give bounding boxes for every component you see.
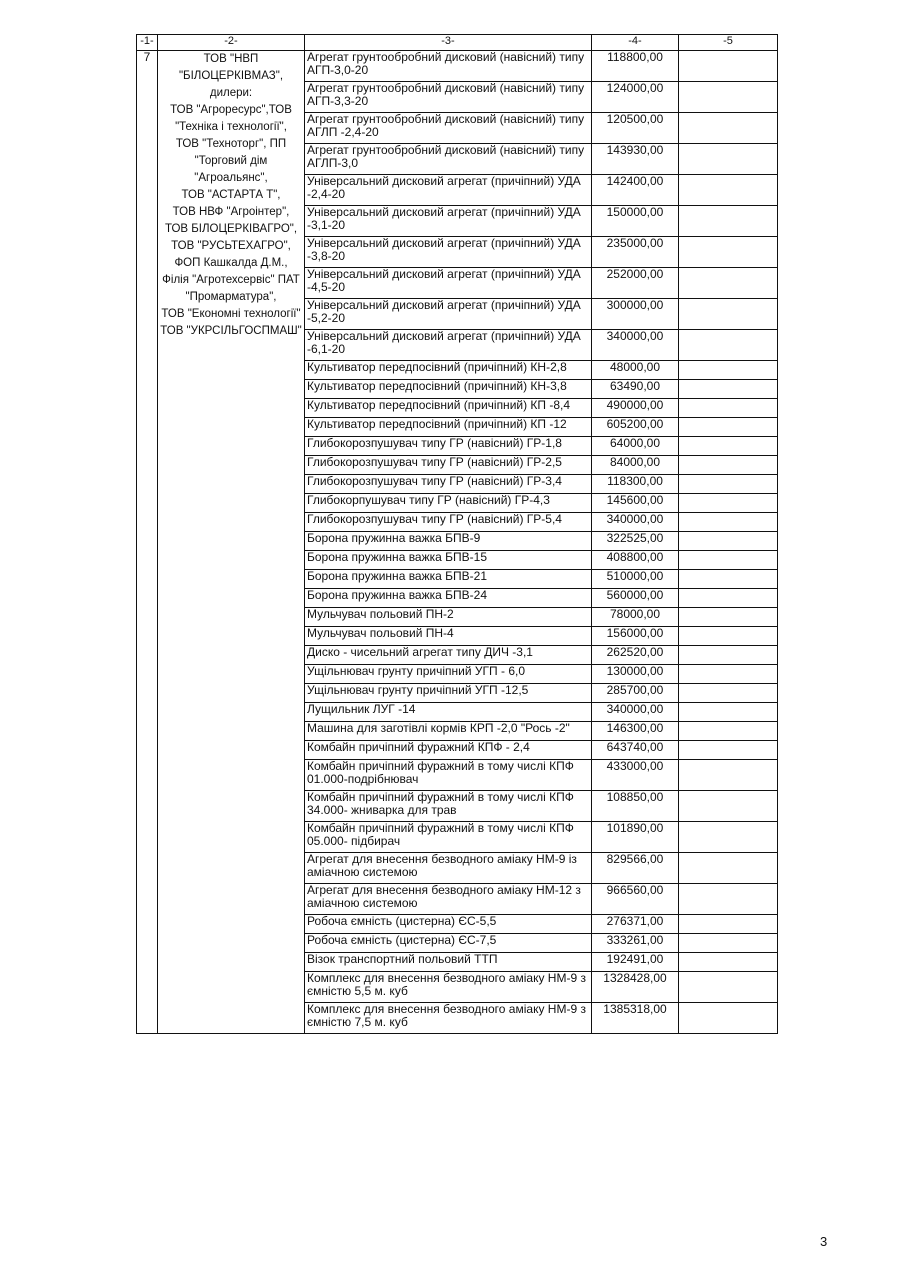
empty-cell — [679, 722, 778, 741]
item-price-cell: 285700,00 — [592, 684, 679, 703]
item-name-cell: Універсальний дисковий агрегат (причіпний) УДА -4,5-20 — [305, 268, 592, 299]
item-name-cell: Лущильник ЛУГ -14 — [305, 703, 592, 722]
empty-cell — [679, 330, 778, 361]
empty-cell — [679, 237, 778, 268]
empty-cell — [679, 934, 778, 953]
item-name-cell: Агрегат грунтообробний дисковий (навісний) типу АГЛП -2,4-20 — [305, 113, 592, 144]
item-price-cell: 48000,00 — [592, 361, 679, 380]
empty-cell — [679, 646, 778, 665]
item-name-cell: Комбайн причіпний фуражний в тому числі КПФ 05.000- підбирач — [305, 822, 592, 853]
item-price-cell: 966560,00 — [592, 884, 679, 915]
empty-cell — [679, 884, 778, 915]
item-name-cell: Диско - чисельний агрегат типу ДИЧ -3,1 — [305, 646, 592, 665]
item-name-cell: Комплекс для внесення безводного аміаку НМ-9 з ємністю 7,5 м. куб — [305, 1003, 592, 1034]
item-price-cell: 120500,00 — [592, 113, 679, 144]
item-name-cell: Агрегат для внесення безводного аміаку НМ-9 із аміачною системою — [305, 853, 592, 884]
page-number: 3 — [820, 1234, 828, 1249]
empty-cell — [679, 175, 778, 206]
item-name-cell: Комбайн причіпний фуражний в тому числі КПФ 34.000- жниварка для трав — [305, 791, 592, 822]
item-name-cell: Ущільнювач грунту причіпний УГП - 6,0 — [305, 665, 592, 684]
header-col-2: -2- — [158, 35, 305, 51]
item-name-cell: Мульчувач польовий ПН-4 — [305, 627, 592, 646]
empty-cell — [679, 437, 778, 456]
item-price-cell: 1328428,00 — [592, 972, 679, 1003]
empty-cell — [679, 456, 778, 475]
empty-cell — [679, 760, 778, 791]
empty-cell — [679, 51, 778, 82]
empty-cell — [679, 268, 778, 299]
item-price-cell: 300000,00 — [592, 299, 679, 330]
item-name-cell: Мульчувач польовий ПН-2 — [305, 608, 592, 627]
item-price-cell: 322525,00 — [592, 532, 679, 551]
item-price-cell: 340000,00 — [592, 330, 679, 361]
empty-cell — [679, 684, 778, 703]
empty-cell — [679, 853, 778, 884]
item-name-cell: Ущільнювач грунту причіпний УГП -12,5 — [305, 684, 592, 703]
item-price-cell: 560000,00 — [592, 589, 679, 608]
item-name-cell: Робоча ємність (цистерна) ЄС-7,5 — [305, 934, 592, 953]
empty-cell — [679, 741, 778, 760]
item-name-cell: Культиватор передпосівний (причіпний) КН-3,8 — [305, 380, 592, 399]
header-col-4: -4- — [592, 35, 679, 51]
empty-cell — [679, 532, 778, 551]
item-price-cell: 124000,00 — [592, 82, 679, 113]
item-price-cell: 408800,00 — [592, 551, 679, 570]
item-name-cell: Універсальний дисковий агрегат (причіпний) УДА -3,1-20 — [305, 206, 592, 237]
item-name-cell: Комплекс для внесення безводного аміаку НМ-9 з ємністю 5,5 м. куб — [305, 972, 592, 1003]
item-name-cell: Універсальний дисковий агрегат (причіпний) УДА -3,8-20 — [305, 237, 592, 268]
item-price-cell: 235000,00 — [592, 237, 679, 268]
empty-cell — [679, 627, 778, 646]
empty-cell — [679, 206, 778, 237]
item-name-cell: Глибокорозпушувач типу ГР (навісний) ГР-1,8 — [305, 437, 592, 456]
item-name-cell: Машина для заготівлі кормів КРП -2,0 "Рось -2" — [305, 722, 592, 741]
empty-cell — [679, 589, 778, 608]
item-name-cell: Агрегат грунтообробний дисковий (навісний) типу АГП-3,0-20 — [305, 51, 592, 82]
empty-cell — [679, 513, 778, 532]
item-price-cell: 130000,00 — [592, 665, 679, 684]
item-price-cell: 433000,00 — [592, 760, 679, 791]
item-name-cell: Глибокорозпушувач типу ГР (навісний) ГР-5,4 — [305, 513, 592, 532]
item-name-cell: Культиватор передпосівний (причіпний) КН-2,8 — [305, 361, 592, 380]
item-price-cell: 84000,00 — [592, 456, 679, 475]
item-price-cell: 252000,00 — [592, 268, 679, 299]
empty-cell — [679, 972, 778, 1003]
item-name-cell: Універсальний дисковий агрегат (причіпний) УДА -5,2-20 — [305, 299, 592, 330]
empty-cell — [679, 113, 778, 144]
item-price-cell: 78000,00 — [592, 608, 679, 627]
item-price-cell: 145600,00 — [592, 494, 679, 513]
empty-cell — [679, 82, 778, 113]
header-col-3: -3- — [305, 35, 592, 51]
empty-cell — [679, 608, 778, 627]
item-price-cell: 510000,00 — [592, 570, 679, 589]
item-name-cell: Культиватор передпосівний (причіпний) КП -8,4 — [305, 399, 592, 418]
item-name-cell: Борона пружинна важка БПВ-15 — [305, 551, 592, 570]
empty-cell — [679, 822, 778, 853]
empty-cell — [679, 551, 778, 570]
item-name-cell: Універсальний дисковий агрегат (причіпний) УДА -6,1-20 — [305, 330, 592, 361]
item-price-cell: 156000,00 — [592, 627, 679, 646]
empty-cell — [679, 665, 778, 684]
item-name-cell: Агрегат для внесення безводного аміаку НМ-12 з аміачною системою — [305, 884, 592, 915]
item-price-cell: 643740,00 — [592, 741, 679, 760]
item-price-cell: 829566,00 — [592, 853, 679, 884]
header-row — [137, 35, 778, 51]
item-name-cell: Борона пружинна важка БПВ-24 — [305, 589, 592, 608]
item-price-cell: 146300,00 — [592, 722, 679, 741]
empty-cell — [679, 399, 778, 418]
empty-cell — [679, 791, 778, 822]
item-price-cell: 1385318,00 — [592, 1003, 679, 1034]
empty-cell — [679, 1003, 778, 1034]
item-name-cell: Комбайн причіпний фуражний в тому числі КПФ 01.000-подрібнювач — [305, 760, 592, 791]
empty-cell — [679, 361, 778, 380]
item-price-cell: 605200,00 — [592, 418, 679, 437]
empty-cell — [679, 380, 778, 399]
empty-cell — [679, 144, 778, 175]
item-price-cell: 490000,00 — [592, 399, 679, 418]
table-body — [137, 51, 778, 1034]
item-price-cell: 150000,00 — [592, 206, 679, 237]
item-name-cell: Глибокорозпушувач типу ГР (навісний) ГР-3,4 — [305, 475, 592, 494]
item-price-cell: 101890,00 — [592, 822, 679, 853]
item-price-cell: 333261,00 — [592, 934, 679, 953]
item-price-cell: 340000,00 — [592, 513, 679, 532]
item-price-cell: 118300,00 — [592, 475, 679, 494]
item-name-cell: Робоча ємність (цистерна) ЄС-5,5 — [305, 915, 592, 934]
empty-cell — [679, 494, 778, 513]
item-name-cell: Універсальний дисковий агрегат (причіпний) УДА -2,4-20 — [305, 175, 592, 206]
price-table — [136, 34, 778, 1034]
item-price-cell: 64000,00 — [592, 437, 679, 456]
item-name-cell: Борона пружинна важка БПВ-21 — [305, 570, 592, 589]
item-name-cell: Агрегат грунтообробний дисковий (навісний) типу АГП-3,3-20 — [305, 82, 592, 113]
dealers-text: ТОВ "НВП "БІЛОЦЕРКІВМАЗ", дилери: ТОВ "Агроресурс",ТОВ "Техніка і технології", ТОВ "Техноторг", ПП "Торговий дім "Агроальянс", ТОВ "АСТАРТА Т", ТОВ НВФ "Агроінтер", ТОВ БІЛОЦЕРКІВАГРО", ТОВ "РУСЬТЕХАГРО", ФОП Кашкалда Д.М., Філія "Агротехсервіс" ПАТ "Промарматура", ТОВ "Економні технології" ТОВ "УКРСІЛЬГОСПМАШ" — [160, 53, 302, 337]
empty-cell — [679, 953, 778, 972]
item-price-cell: 340000,00 — [592, 703, 679, 722]
empty-cell — [679, 299, 778, 330]
item-price-cell: 262520,00 — [592, 646, 679, 665]
empty-cell — [679, 915, 778, 934]
item-name-cell: Борона пружинна важка БПВ-9 — [305, 532, 592, 551]
item-price-cell: 142400,00 — [592, 175, 679, 206]
header-col-1: -1- — [137, 35, 158, 51]
item-price-cell: 276371,00 — [592, 915, 679, 934]
item-name-cell: Комбайн причіпний фуражний КПФ - 2,4 — [305, 741, 592, 760]
empty-cell — [679, 475, 778, 494]
item-price-cell: 108850,00 — [592, 791, 679, 822]
empty-cell — [679, 570, 778, 589]
dealers-cell — [158, 51, 305, 1034]
item-name-cell: Культиватор передпосівний (причіпний) КП -12 — [305, 418, 592, 437]
row-number-cell: 7 — [137, 51, 158, 1034]
table-row — [137, 51, 778, 82]
item-name-cell: Глибокорпушувач типу ГР (навісний) ГР-4,3 — [305, 494, 592, 513]
item-name-cell: Візок транспортний польовий ТТП — [305, 953, 592, 972]
item-name-cell: Глибокорозпушувач типу ГР (навісний) ГР-2,5 — [305, 456, 592, 475]
empty-cell — [679, 418, 778, 437]
item-name-cell: Агрегат грунтообробний дисковий (навісний) типу АГЛП-3,0 — [305, 144, 592, 175]
item-price-cell: 192491,00 — [592, 953, 679, 972]
item-price-cell: 63490,00 — [592, 380, 679, 399]
empty-cell — [679, 703, 778, 722]
header-col-5: -5 — [679, 35, 778, 51]
item-price-cell: 118800,00 — [592, 51, 679, 82]
item-price-cell: 143930,00 — [592, 144, 679, 175]
